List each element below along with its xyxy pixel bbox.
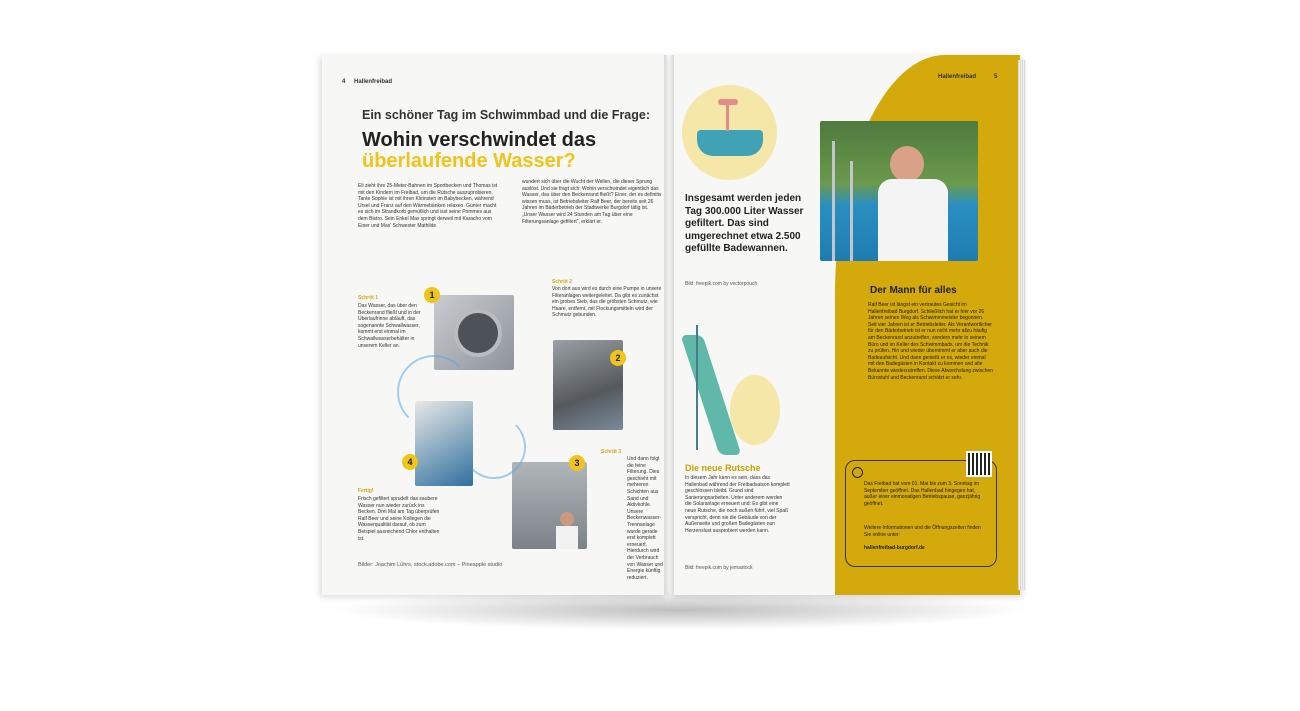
left-page [322, 55, 667, 595]
bathtub-illustration [682, 85, 777, 180]
qr-code-icon [966, 451, 992, 477]
illustration-credit: Bild: freepik.com by vectorpouch [685, 281, 758, 287]
book-spine [664, 55, 674, 595]
headline-highlight: überlaufende Wasser? [362, 150, 576, 172]
page-edges [1018, 60, 1026, 590]
section-label-right: Hallenfreibad [938, 74, 977, 80]
water-splash-decoration [462, 415, 526, 479]
slide-credit: Bild: freepik.com by jemastock [685, 565, 753, 571]
globe-icon [852, 467, 863, 478]
filter-hatch [454, 309, 502, 357]
subtitle: Ein schöner Tag im Schwimmbad und die Frage: [362, 108, 651, 122]
step1-text: Das Wasser, das über den Beckenrand fließt und in der Überlaufrinne abläuft, das sogenannte Schwallwasser, kommt erst einmal im Schwallwasserbehälter in unserem Keller an. [358, 303, 421, 349]
pool-rail [850, 161, 853, 261]
person-section-title: Der Mann für alles [870, 285, 957, 296]
image-credit-left: Bilder: Joachim Lührs, stock.adobe.com – Pineapple studio [358, 562, 503, 568]
shower-head-icon [718, 99, 738, 105]
pool-rail [832, 141, 835, 261]
step2-title: Schritt 2 [552, 279, 573, 285]
step4-title: Fertig! [358, 488, 374, 494]
person-head [560, 512, 574, 526]
step-number-4: 4 [402, 454, 418, 470]
person-shirt [556, 526, 578, 549]
person-shirt [878, 179, 948, 261]
website-link[interactable]: hallenfreibad-burgdorf.de [864, 545, 925, 551]
step3-text: Und dann folgt die feine Filterung. Dies geschieht mit mehreren Schichten aus Sand und Aktivkohle. Unsere Beckenwasser-Trennanlage wurde gerade erst komplett erneuert. Hierdurch wird der Verbrauch von Wasser und Energie künftig reduziert. [627, 456, 663, 581]
person-face [890, 146, 924, 182]
intro-column-2: wundert sich über die Wucht der Wellen, die dieser Sprung auslöst. Und sie fragt sich: Wohin verschwindet eigentlich das Wasser, das über den Beckenrand fließt? Einer, der es definitiv wissen muss, ist Betriebsleiter Ralf Beer, der bereits seit 26 Jahren im Bäderbetrieb der Stadtwerke Burgdorf tätig ist. „Unser Wasser wird 24 Stunden am Tag über eine Filterungsanlage gefiltert“, erklärt er. [522, 179, 662, 225]
step4-text: Frisch gefiltert sprudelt das saubere Wasser nun wieder zurück ins Becken. Drei Mal am Tag überprüfen Ralf Beer und seine Kollegen die Wasserqualität darauf, ob zum Beispiel ausreichend Chlor enthalten ist. [358, 496, 440, 542]
filter-volume-quote: Insgesamt werden jeden Tag 300.000 Liter Wasser gefiltert. Das sind umgerechnet etwa 2.500 gefüllte Badewannen. [685, 193, 804, 254]
step-number-3: 3 [569, 455, 585, 471]
right-page [670, 55, 1020, 595]
water-splash-decoration [397, 355, 471, 429]
slide-title: Die neue Rutsche [685, 463, 761, 473]
slide-text: In diesem Jahr kann es sein, dass das Hallenbad während der Freibadsaison komplett geschlossen bleibt. Grund sind Sanierungsarbeiten. Unter anderem werden die Solaranlage erneuert und: Es gibt eine neue Rutsche, die noch außen führt, viel Spaß verspricht, denn sie die Gebäude von der Außenseite und großen Badegästen nun Herzenslust ausprobiert werden kann. [685, 475, 790, 534]
step2-text: Von dort aus wird es durch eine Pumpe in unsere Filteranlagen weitergeleitet. Da gibt es zunächst ein grobes Sieb, das die gröbsten Schmutz, wie Haare, entfernt, mit Flockungsmitteln wird der Schmutz gebunden. [552, 286, 662, 319]
intro-column-1: Eli zieht ihre 25-Meter-Bahnen im Sportbecken und Thomas ist mit den Kindern im Freibad, um die Rutsche auszuprobieren. Tante Sophie ist mit ihren Kleinsten im Babybecken, während Ursel und Franz auf den Wärmebänken relaxen. Günter macht es sich im Strandkorb gemütlich und isst seine Pommes aus dem Bistro. Sein Enkel Max springt derweil mit Karacho vom Einer und Max' Schwester Mathilde [358, 183, 498, 229]
page-number-right: 5 [994, 74, 998, 80]
bathtub-icon [697, 130, 763, 156]
photo-ralf-beer-filter [512, 462, 587, 549]
step-number-1: 1 [424, 287, 440, 303]
section-label-left: Hallenfreibad [354, 79, 393, 85]
shower-pipe-icon [726, 103, 729, 131]
person-section-text: Ralf Beer ist längst ein vertrautes Gesicht im Hallenfreibad Burgdorf. Schließlich hat er hier vor 26 Jahren seinen Weg als Schwimmmeister begonnen. Seit vier Jahren ist er Betriebsleiter. Als Verantwortlicher für den Bäderbetrieb ist er nun nicht mehr allzu häufig am Beckenrand anzutreffen, sondern mehr in seinem Büro und im Keller des Schwimmbads, um die Technik zu prüfen. Hin und wieder übernimmt er aber auch die Badeaufsicht. Und dann genießt er es, wieder einmal mit den Badegästen in Kontakt zu kommen und alte Bekannte wiederzutreffen. Diese Abwechslung zwischen Bürostuhl und Beckenrand schätzt er sehr. [868, 302, 993, 381]
info-opening-text: Das Freibad hat vom 01. Mai bis zum 3. Sonntag im September geöffnet. Das Hallenbad hingegen hat, außer einer einmonatigen Betriebspause, ganzjährig geöffnet. [864, 481, 981, 507]
photo-ralf-beer-pool [820, 121, 978, 261]
info-box [845, 460, 997, 567]
slide-ladder-icon [696, 325, 698, 450]
step3-title: Schritt 3 [601, 449, 622, 455]
step1-title: Schritt 1 [358, 295, 379, 301]
book-shadow [330, 590, 1030, 630]
water-slide-illustration [690, 325, 780, 455]
headline: Wohin verschwindet das [362, 129, 597, 151]
slide-background-circle [730, 375, 780, 445]
step-number-2: 2 [610, 350, 626, 366]
info-more-text: Weitere Informationen und die Öffnungszeiten finden Sie online unter: [864, 525, 981, 538]
page-number-left: 4 [342, 79, 346, 85]
